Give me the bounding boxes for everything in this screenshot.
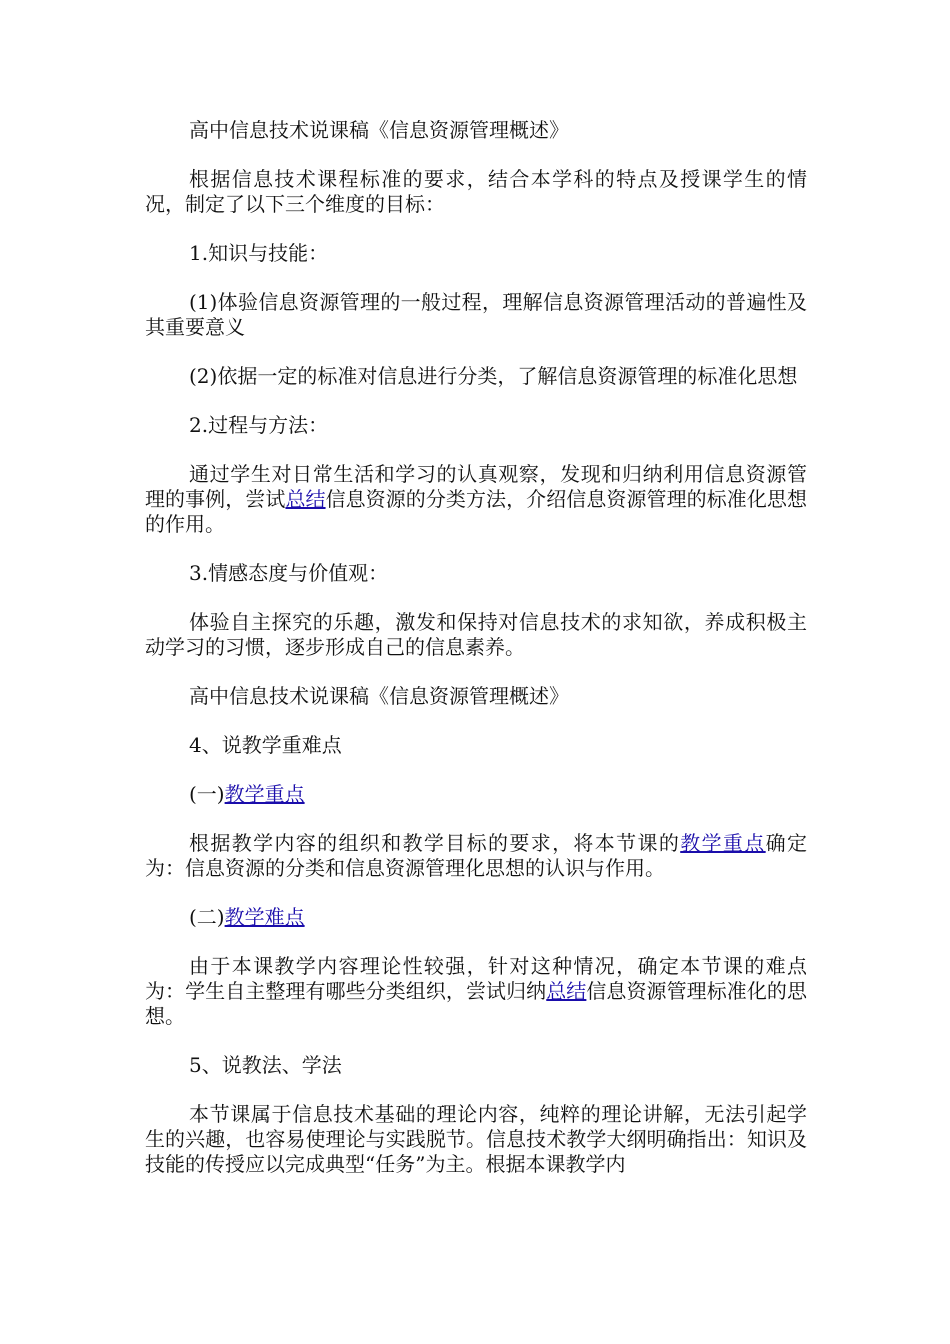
key-point-text-start: 根据教学内容的组织和教学目标的要求，将本节课的 (189, 831, 681, 855)
repeated-title: 高中信息技术说课稿《信息资源管理概述》 (189, 684, 569, 708)
difficulty-paragraph (145, 954, 807, 1029)
document-body (145, 118, 807, 1201)
section-heading-key-points: 4、说教学重难点 (189, 733, 342, 757)
summary-link[interactable]: 总结 (285, 487, 326, 511)
key-point-heading (145, 782, 807, 807)
difficulty-text-start: 由于本课教学内容理论性较强，针对这种情况，确定本节课的难点为：学生自主整理有哪些分类组织，尝试归纳 (145, 954, 807, 1003)
teaching-focus-link[interactable]: 教学重点 (224, 782, 305, 806)
difficulty-text-end: 信息资源管理标准化的思想。 (145, 979, 807, 1028)
methods-paragraph: 本节课属于信息技术基础的理论内容，纯粹的理论讲解，无法引起学生的兴趣，也容易使理论与实践脱节。信息技术教学大纲明确指出：知识及技能的传授应以完成典型“任务”为主。根据本课教学内 (145, 1102, 807, 1176)
process-text-start: 通过学生对日常生活和学习的认真观察，发现和归纳利用信息资源管理的事例，尝试 (145, 462, 807, 511)
attitude-paragraph: 体验自主探究的乐趣，激发和保持对信息技术的求知欲，养成积极主动学习的习惯，逐步形成自己的信息素养。 (145, 610, 807, 659)
section-heading-methods: 5、说教法、学法 (189, 1053, 342, 1077)
summary-inline-link[interactable]: 总结 (546, 979, 587, 1003)
section-heading-process: 2.过程与方法： (189, 413, 329, 437)
process-paragraph (145, 462, 807, 537)
process-text-end: 信息资源的分类方法，介绍信息资源管理的标准化思想的作用。 (145, 487, 807, 536)
difficulty-prefix: (二) (189, 905, 225, 929)
section-heading-attitude: 3.情感态度与价值观： (189, 561, 389, 585)
section-heading-knowledge: 1.知识与技能： (189, 241, 329, 265)
teaching-difficulty-link[interactable]: 教学难点 (224, 905, 305, 929)
difficulty-heading (145, 905, 807, 930)
document-title: 高中信息技术说课稿《信息资源管理概述》 (189, 118, 569, 142)
intro-paragraph: 根据信息技术课程标准的要求，结合本学科的特点及授课学生的情况，制定了以下三个维度的目标： (145, 167, 807, 216)
knowledge-item-1: (1)体验信息资源管理的一般过程，理解信息资源管理活动的普遍性及其重要意义 (145, 290, 807, 339)
knowledge-item-2: (2)依据一定的标准对信息进行分类，了解信息资源管理的标准化思想 (189, 364, 798, 388)
key-point-prefix: (一) (189, 782, 225, 806)
key-point-text-end: 确定为：信息资源的分类和信息资源管理化思想的认识与作用。 (145, 831, 808, 880)
teaching-focus-inline-link[interactable]: 教学重点 (680, 831, 766, 855)
key-point-paragraph (145, 831, 807, 881)
